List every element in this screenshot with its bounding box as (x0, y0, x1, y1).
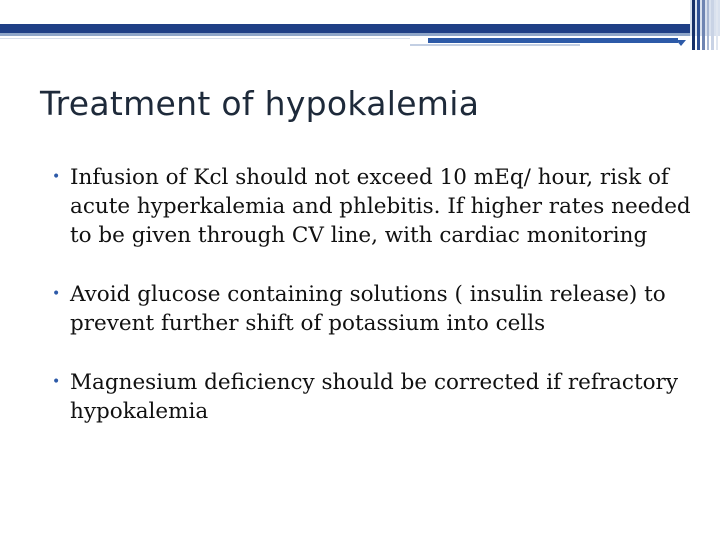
bullet-item (52, 368, 692, 426)
header-triangle-marker (676, 40, 686, 46)
bullet-item (52, 280, 692, 338)
bullet-list (52, 163, 692, 456)
bullet-icon: • (52, 286, 61, 302)
bullet-text: Avoid glucose containing solutions ( insulin release) to prevent further shift of potassium into cells (70, 282, 666, 336)
header-accent-bar (428, 38, 678, 43)
header-bar (0, 24, 690, 33)
bullet-icon: • (52, 374, 61, 390)
corner-stripe (692, 0, 695, 50)
corner-stripe (711, 0, 714, 50)
corner-stripe (707, 0, 709, 50)
slide-title: Treatment of hypokalemia (40, 84, 480, 123)
corner-stripe (697, 0, 700, 50)
header-thin-line (0, 38, 410, 39)
bullet-text: Magnesium deficiency should be corrected if refractory hypokalemia (70, 370, 678, 424)
corner-stripe (702, 0, 705, 50)
header-bar-shadow (0, 33, 690, 36)
header-accent-line (410, 44, 580, 46)
bullet-icon: • (52, 169, 61, 185)
bullet-item (52, 163, 692, 250)
bullet-text: Infusion of Kcl should not exceed 10 mEq/ hour, risk of acute hyperkalemia and phlebitis. If higher rates needed to be given through CV line, with cardiac monitoring (70, 165, 691, 248)
corner-stripe (716, 0, 718, 50)
